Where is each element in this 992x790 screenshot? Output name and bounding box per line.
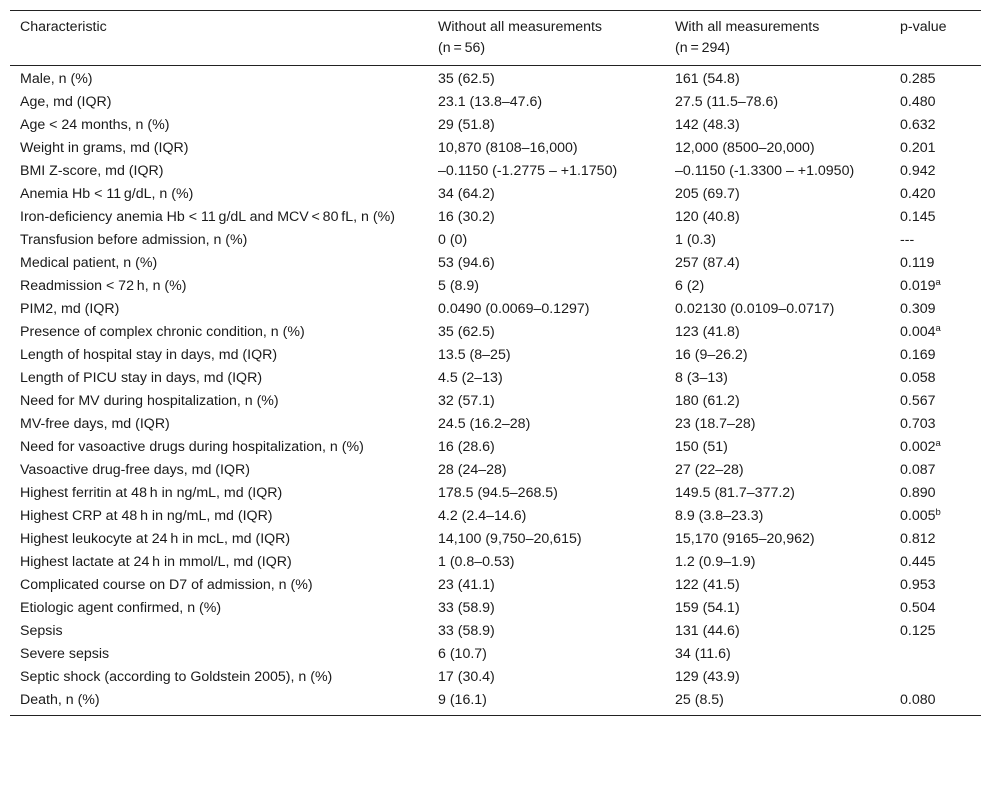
- cell-with-measurements: 0.02130 (0.0109–0.0717): [675, 301, 835, 317]
- footnote-marker: b: [935, 507, 941, 518]
- cell-without-measurements: 6 (10.7): [438, 646, 487, 662]
- cell-pvalue: [890, 183, 981, 206]
- pvalue-text: 0.480: [900, 94, 936, 110]
- pvalue-text: 0.812: [900, 531, 936, 547]
- cell-with-measurements: 159 (54.1): [675, 600, 740, 616]
- cell-characteristic: Highest CRP at 48 h in ng/mL, md (IQR): [20, 508, 273, 524]
- pvalue-text: 0.420: [900, 186, 936, 202]
- cell-pvalue: [890, 413, 981, 436]
- cell-characteristic: Death, n (%): [20, 692, 100, 708]
- cell-without-measurements: –0.1150 (-1.2775 – +1.1750): [438, 163, 618, 179]
- cell-with-measurements: 12,000 (8500–20,000): [675, 140, 815, 156]
- cell-characteristic: Readmission < 72 h, n (%): [20, 278, 187, 294]
- pvalue-text: 0.309: [900, 301, 936, 317]
- cell-characteristic: Sepsis: [20, 623, 63, 639]
- table-row: [10, 459, 981, 482]
- cell-characteristic: Need for MV during hospitalization, n (%): [20, 393, 279, 409]
- pvalue-text: 0.125: [900, 623, 936, 639]
- cell-with-measurements: 15,170 (9165–20,962): [675, 531, 815, 547]
- cell-without-measurements: 17 (30.4): [438, 669, 495, 685]
- cell-pvalue: [890, 114, 981, 137]
- cell-with-measurements: 27 (22–28): [675, 462, 744, 478]
- cell-with-measurements: 131 (44.6): [675, 623, 740, 639]
- header-without-measurements: [428, 11, 665, 66]
- cell-without-measurements: 14,100 (9,750–20,615): [438, 531, 582, 547]
- cell-with-measurements: –0.1150 (-1.3300 – +1.0950): [675, 163, 855, 179]
- cell-pvalue: [890, 160, 981, 183]
- cell-without-measurements: 0 (0): [438, 232, 468, 248]
- cell-characteristic: Presence of complex chronic condition, n (%): [20, 324, 305, 340]
- table-row: [10, 666, 981, 689]
- cell-pvalue: [890, 505, 981, 528]
- pvalue-text: ---: [900, 232, 915, 248]
- cell-pvalue: [890, 252, 981, 275]
- cell-with-measurements: 8 (3–13): [675, 370, 728, 386]
- table-row: [10, 160, 981, 183]
- cell-with-measurements: 6 (2): [675, 278, 705, 294]
- table-row: [10, 252, 981, 275]
- cell-pvalue: [890, 436, 981, 459]
- cell-with-measurements: 129 (43.9): [675, 669, 740, 685]
- cell-without-measurements: 53 (94.6): [438, 255, 495, 271]
- pvalue-text: 0.567: [900, 393, 936, 409]
- cell-with-measurements: 1 (0.3): [675, 232, 717, 248]
- cell-with-measurements: 161 (54.8): [675, 71, 740, 87]
- footnote-marker: a: [935, 438, 941, 449]
- cell-pvalue: [890, 620, 981, 643]
- header-with-measurements: [665, 11, 890, 66]
- cell-characteristic: Septic shock (according to Goldstein 2005), n (%): [20, 669, 333, 685]
- table-row: [10, 436, 981, 459]
- pvalue-text: 0.445: [900, 554, 936, 570]
- cell-characteristic: MV-free days, md (IQR): [20, 416, 170, 432]
- pvalue-text: 0.285: [900, 71, 936, 87]
- cell-without-measurements: 33 (58.9): [438, 623, 495, 639]
- cell-characteristic: Transfusion before admission, n (%): [20, 232, 248, 248]
- cell-without-measurements: 1 (0.8–0.53): [438, 554, 515, 570]
- pvalue-text: 0.942: [900, 163, 936, 179]
- pvalue-text: 0.087: [900, 462, 936, 478]
- table-row: [10, 114, 981, 137]
- pvalue-text: 0.504: [900, 600, 936, 616]
- table-row: [10, 275, 981, 298]
- header-pvalue: p-value: [900, 19, 947, 35]
- cell-with-measurements: 27.5 (11.5–78.6): [675, 94, 779, 110]
- cell-without-measurements: 0.0490 (0.0069–0.1297): [438, 301, 590, 317]
- cell-characteristic: Age, md (IQR): [20, 94, 112, 110]
- table-row: [10, 689, 981, 716]
- pvalue-text: 0.119: [900, 255, 935, 271]
- table-row: [10, 321, 981, 344]
- cell-pvalue: [890, 66, 981, 92]
- table-body: [10, 66, 981, 716]
- cell-with-measurements: 120 (40.8): [675, 209, 740, 225]
- table-row: [10, 482, 981, 505]
- cell-without-measurements: 29 (51.8): [438, 117, 495, 133]
- cell-without-measurements: 23.1 (13.8–47.6): [438, 94, 543, 110]
- cell-characteristic: Vasoactive drug-free days, md (IQR): [20, 462, 250, 478]
- table-row: [10, 574, 981, 597]
- pvalue-text: 0.005: [900, 508, 936, 524]
- table-row: [10, 551, 981, 574]
- cell-pvalue: [890, 551, 981, 574]
- cell-characteristic: Anemia Hb < 11 g/dL, n (%): [20, 186, 194, 202]
- cell-pvalue: [890, 367, 981, 390]
- cell-pvalue: [890, 643, 981, 666]
- cell-with-measurements: 122 (41.5): [675, 577, 740, 593]
- cell-characteristic: Male, n (%): [20, 71, 93, 87]
- cell-characteristic: Age < 24 months, n (%): [20, 117, 170, 133]
- cell-pvalue: [890, 689, 981, 716]
- cell-without-measurements: 28 (24–28): [438, 462, 507, 478]
- cell-pvalue: [890, 574, 981, 597]
- pvalue-text: 0.890: [900, 485, 936, 501]
- pvalue-text: 0.080: [900, 692, 936, 708]
- table-container: [10, 10, 981, 716]
- cell-without-measurements: 35 (62.5): [438, 324, 495, 340]
- table-row: [10, 505, 981, 528]
- cell-characteristic: Medical patient, n (%): [20, 255, 158, 271]
- pvalue-text: 0.201: [900, 140, 936, 156]
- cell-with-measurements: 34 (11.6): [675, 646, 731, 662]
- table-row: [10, 413, 981, 436]
- table-row: [10, 367, 981, 390]
- header-with-n: (n = 294): [675, 40, 730, 56]
- table-row: [10, 66, 981, 92]
- cell-without-measurements: 32 (57.1): [438, 393, 495, 409]
- cell-without-measurements: 9 (16.1): [438, 692, 487, 708]
- cell-without-measurements: 5 (8.9): [438, 278, 480, 294]
- cell-without-measurements: 178.5 (94.5–268.5): [438, 485, 558, 501]
- cell-with-measurements: 8.9 (3.8–23.3): [675, 508, 764, 524]
- cell-characteristic: Highest leukocyte at 24 h in mcL, md (IQR): [20, 531, 291, 547]
- cell-pvalue: [890, 321, 981, 344]
- cell-with-measurements: 16 (9–26.2): [675, 347, 748, 363]
- table-row: [10, 344, 981, 367]
- cell-characteristic: Highest lactate at 24 h in mmol/L, md (IQR): [20, 554, 292, 570]
- cell-characteristic: Weight in grams, md (IQR): [20, 140, 189, 156]
- cell-pvalue: [890, 390, 981, 413]
- cell-pvalue: [890, 344, 981, 367]
- cell-without-measurements: 16 (30.2): [438, 209, 495, 225]
- pvalue-text: 0.019: [900, 278, 936, 294]
- cell-pvalue: [890, 459, 981, 482]
- cell-characteristic: Length of PICU stay in days, md (IQR): [20, 370, 263, 386]
- cell-pvalue: [890, 91, 981, 114]
- cell-pvalue: [890, 275, 981, 298]
- cell-pvalue: [890, 597, 981, 620]
- pvalue-text: 0.004: [900, 324, 936, 340]
- pvalue-text: 0.145: [900, 209, 936, 225]
- pvalue-text: 0.002: [900, 439, 936, 455]
- cell-characteristic: Complicated course on D7 of admission, n (%): [20, 577, 313, 593]
- table-row: [10, 643, 981, 666]
- cell-pvalue: [890, 137, 981, 160]
- table-row: [10, 229, 981, 252]
- pvalue-text: 0.632: [900, 117, 936, 133]
- pvalue-text: 0.703: [900, 416, 936, 432]
- table-row: [10, 206, 981, 229]
- cell-without-measurements: 23 (41.1): [438, 577, 495, 593]
- table-row: [10, 91, 981, 114]
- cell-pvalue: [890, 482, 981, 505]
- cell-characteristic: Iron-deficiency anemia Hb < 11 g/dL and MCV < 80 fL, n (%): [20, 209, 395, 225]
- cell-with-measurements: 205 (69.7): [675, 186, 740, 202]
- pvalue-text: 0.169: [900, 347, 936, 363]
- cell-without-measurements: 35 (62.5): [438, 71, 495, 87]
- footnote-marker: a: [935, 277, 941, 288]
- cell-with-measurements: 180 (61.2): [675, 393, 740, 409]
- table-header: [10, 11, 981, 66]
- cell-without-measurements: 16 (28.6): [438, 439, 495, 455]
- characteristics-table: [10, 10, 981, 716]
- cell-without-measurements: 34 (64.2): [438, 186, 495, 202]
- cell-with-measurements: 23 (18.7–28): [675, 416, 756, 432]
- pvalue-text: 0.953: [900, 577, 936, 593]
- cell-without-measurements: 13.5 (8–25): [438, 347, 511, 363]
- table-row: [10, 620, 981, 643]
- cell-with-measurements: 150 (51): [675, 439, 728, 455]
- cell-with-measurements: 25 (8.5): [675, 692, 724, 708]
- pvalue-text: 0.058: [900, 370, 936, 386]
- cell-with-measurements: 149.5 (81.7–377.2): [675, 485, 795, 501]
- header-without-title: Without all measurements: [438, 19, 603, 35]
- cell-with-measurements: 142 (48.3): [675, 117, 740, 133]
- cell-characteristic: Severe sepsis: [20, 646, 110, 662]
- cell-characteristic: Length of hospital stay in days, md (IQR): [20, 347, 278, 363]
- cell-characteristic: Etiologic agent confirmed, n (%): [20, 600, 222, 616]
- cell-characteristic: Need for vasoactive drugs during hospitalization, n (%): [20, 439, 364, 455]
- header-characteristic: Characteristic: [20, 19, 107, 35]
- header-with-title: With all measurements: [675, 19, 820, 35]
- cell-characteristic: BMI Z-score, md (IQR): [20, 163, 164, 179]
- cell-pvalue: [890, 298, 981, 321]
- footnote-marker: a: [935, 323, 941, 334]
- cell-with-measurements: 1.2 (0.9–1.9): [675, 554, 756, 570]
- table-row: [10, 137, 981, 160]
- header-without-n: (n = 56): [438, 40, 486, 56]
- table-row: [10, 528, 981, 551]
- header-row: [10, 11, 981, 66]
- cell-with-measurements: 257 (87.4): [675, 255, 740, 271]
- cell-pvalue: [890, 206, 981, 229]
- cell-characteristic: Highest ferritin at 48 h in ng/mL, md (IQR): [20, 485, 283, 501]
- cell-characteristic: PIM2, md (IQR): [20, 301, 120, 317]
- cell-without-measurements: 10,870 (8108–16,000): [438, 140, 578, 156]
- table-row: [10, 390, 981, 413]
- cell-with-measurements: 123 (41.8): [675, 324, 740, 340]
- cell-pvalue: [890, 229, 981, 252]
- cell-pvalue: [890, 666, 981, 689]
- table-row: [10, 183, 981, 206]
- cell-without-measurements: 24.5 (16.2–28): [438, 416, 531, 432]
- cell-without-measurements: 4.5 (2–13): [438, 370, 503, 386]
- cell-without-measurements: 33 (58.9): [438, 600, 495, 616]
- table-row: [10, 298, 981, 321]
- cell-pvalue: [890, 528, 981, 551]
- table-row: [10, 597, 981, 620]
- cell-without-measurements: 4.2 (2.4–14.6): [438, 508, 527, 524]
